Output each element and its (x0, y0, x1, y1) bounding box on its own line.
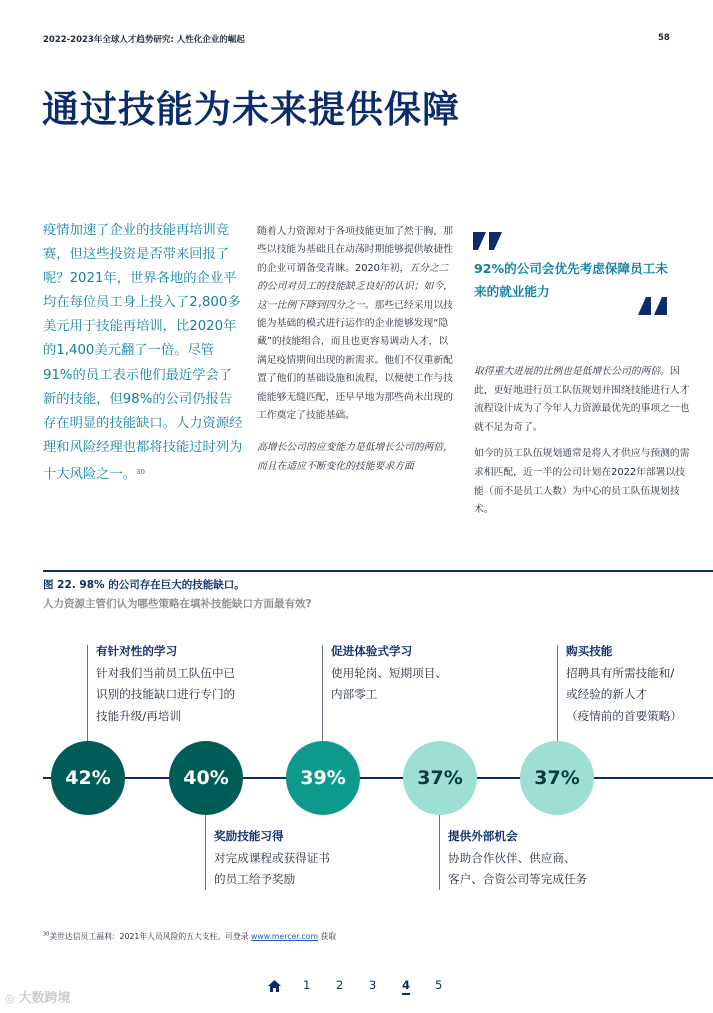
page-link-2[interactable]: 2 (336, 978, 344, 992)
page-link-5[interactable]: 5 (435, 978, 443, 992)
figure-title: 图 22. 98% 的公司存在巨大的技能缺口。 (43, 579, 245, 591)
option-connector (557, 645, 558, 746)
mercer-link[interactable]: www.mercer.com (251, 932, 319, 941)
value-bubble-buy-skills: 37% (520, 741, 594, 815)
figure-subtitle: 人力资源主管们认为哪些策略在填补技能缺口方面最有效? (43, 598, 312, 610)
col3-paragraph-1: 取得重大进展的比例也是低增长公司的两倍。因此，更好地进行员工队伍规划并围绕技能进行人才流程设计成为了今年人力资源最优先的事项之一也就不足为奇了。 (474, 366, 690, 433)
report-title: 2022-2023年全球人才趋势研究: 人性化企业的崛起 (43, 35, 245, 45)
option-reward-skills: 奖励技能习得 对完成课程或获得证书 的员工给予奖励 (214, 829, 330, 887)
col2-paragraph-2: 高增长公司的应变能力是低增长公司的两倍，而且在适应不断变化的技能要求方面 (257, 442, 453, 472)
open-quote-icon (473, 232, 503, 250)
option-targeted-learning: 有针对性的学习 针对我们当前员工队伍中已 识别的技能缺口进行专门的 技能升级/再培训 (96, 644, 236, 723)
footnote: $^{30}$美世达信员工福利：2021年人员风险的五大支柱。可登录 www.mercer.com 获取 (43, 931, 337, 941)
option-external-opportunities: 提供外部机会 协助合作伙伴、供应商、 客户、合资公司等完成任务 (448, 829, 588, 887)
lead-text: 疫情加速了企业的技能再培训竞赛，但这些投资是否带来回报了呢？2021年，世界各地的企业平均在每位员工身上投入了2,800多美元用于技能再培训，比2020年的1,400美元翻了一倍。尽管91%的员工表示他们最近学会了新的技能，但98%的公司仍报告存在明显的技能缺口。人力资源经理和风险经理也都将技能过时列为十大风险之一。 (43, 223, 243, 482)
option-connector (322, 645, 323, 746)
col3-paragraph-2: 如今的员工队伍规划通常是将人才供应与预测的需求相匹配，近一半的公司计划在2022年部署以技能（而不是员工人数）为中心的员工队伍规划技术。 (474, 448, 690, 516)
figure-divider (43, 570, 713, 572)
body-column-2 (257, 223, 455, 490)
option-experiential-learning: 促进体验式学习 使用轮岗、短期项目、 内部零工 (331, 644, 447, 702)
timeline-line (43, 777, 713, 779)
body-column-3 (474, 363, 694, 528)
lead-paragraph (43, 219, 243, 487)
value-bubble-targeted-learning: 42% (51, 741, 125, 815)
pull-quote: 92%的公司会优先考虑保障员工未来的就业能力 (474, 261, 668, 299)
option-connector (439, 815, 440, 890)
option-connector (87, 645, 88, 746)
col2-paragraph-1: 随着人力资源对于各项技能更加了然于胸，那些以技能为基础且在动荡时期能够提供敏捷性的企业可谓备受青睐。2020年初，五分之二的公司对员工的技能缺乏良好的认识；如今，这一比例下降到四分之一。那些已经采用以技能为基础的模式进行运作的企业能够发现“隐藏”的技能组合，而且也更容易调动人才，以满足疫情期间出现的新需求。他们不仅重新配置了他们的基础设施和流程，以便使工作与技能能够无缝匹配，还早早地为那些尚未出现的工作奠定了技能基础。 (257, 226, 453, 422)
page-link-4[interactable]: 4 (402, 978, 410, 995)
footnote-ref[interactable]: 30 (136, 467, 145, 476)
page-title: 通过技能为未来提供保障 (42, 88, 460, 131)
close-quote-icon (637, 297, 667, 315)
option-buy-skills: 购买技能 招聘具有所需技能和/ 或经验的新人才 （疫情前的首要策略） (566, 644, 682, 723)
value-bubble-reward-skills: 40% (169, 741, 243, 815)
page-link-3[interactable]: 3 (369, 978, 377, 992)
option-connector (205, 815, 206, 890)
value-bubble-experiential-learning: 39% (286, 741, 360, 815)
page-link-1[interactable]: 1 (303, 978, 311, 992)
home-icon[interactable] (268, 980, 281, 993)
value-bubble-external-opportunities: 37% (403, 741, 477, 815)
page-number: 58 (658, 33, 670, 43)
watermark: ◎ 大数跨境 (5, 991, 71, 1006)
